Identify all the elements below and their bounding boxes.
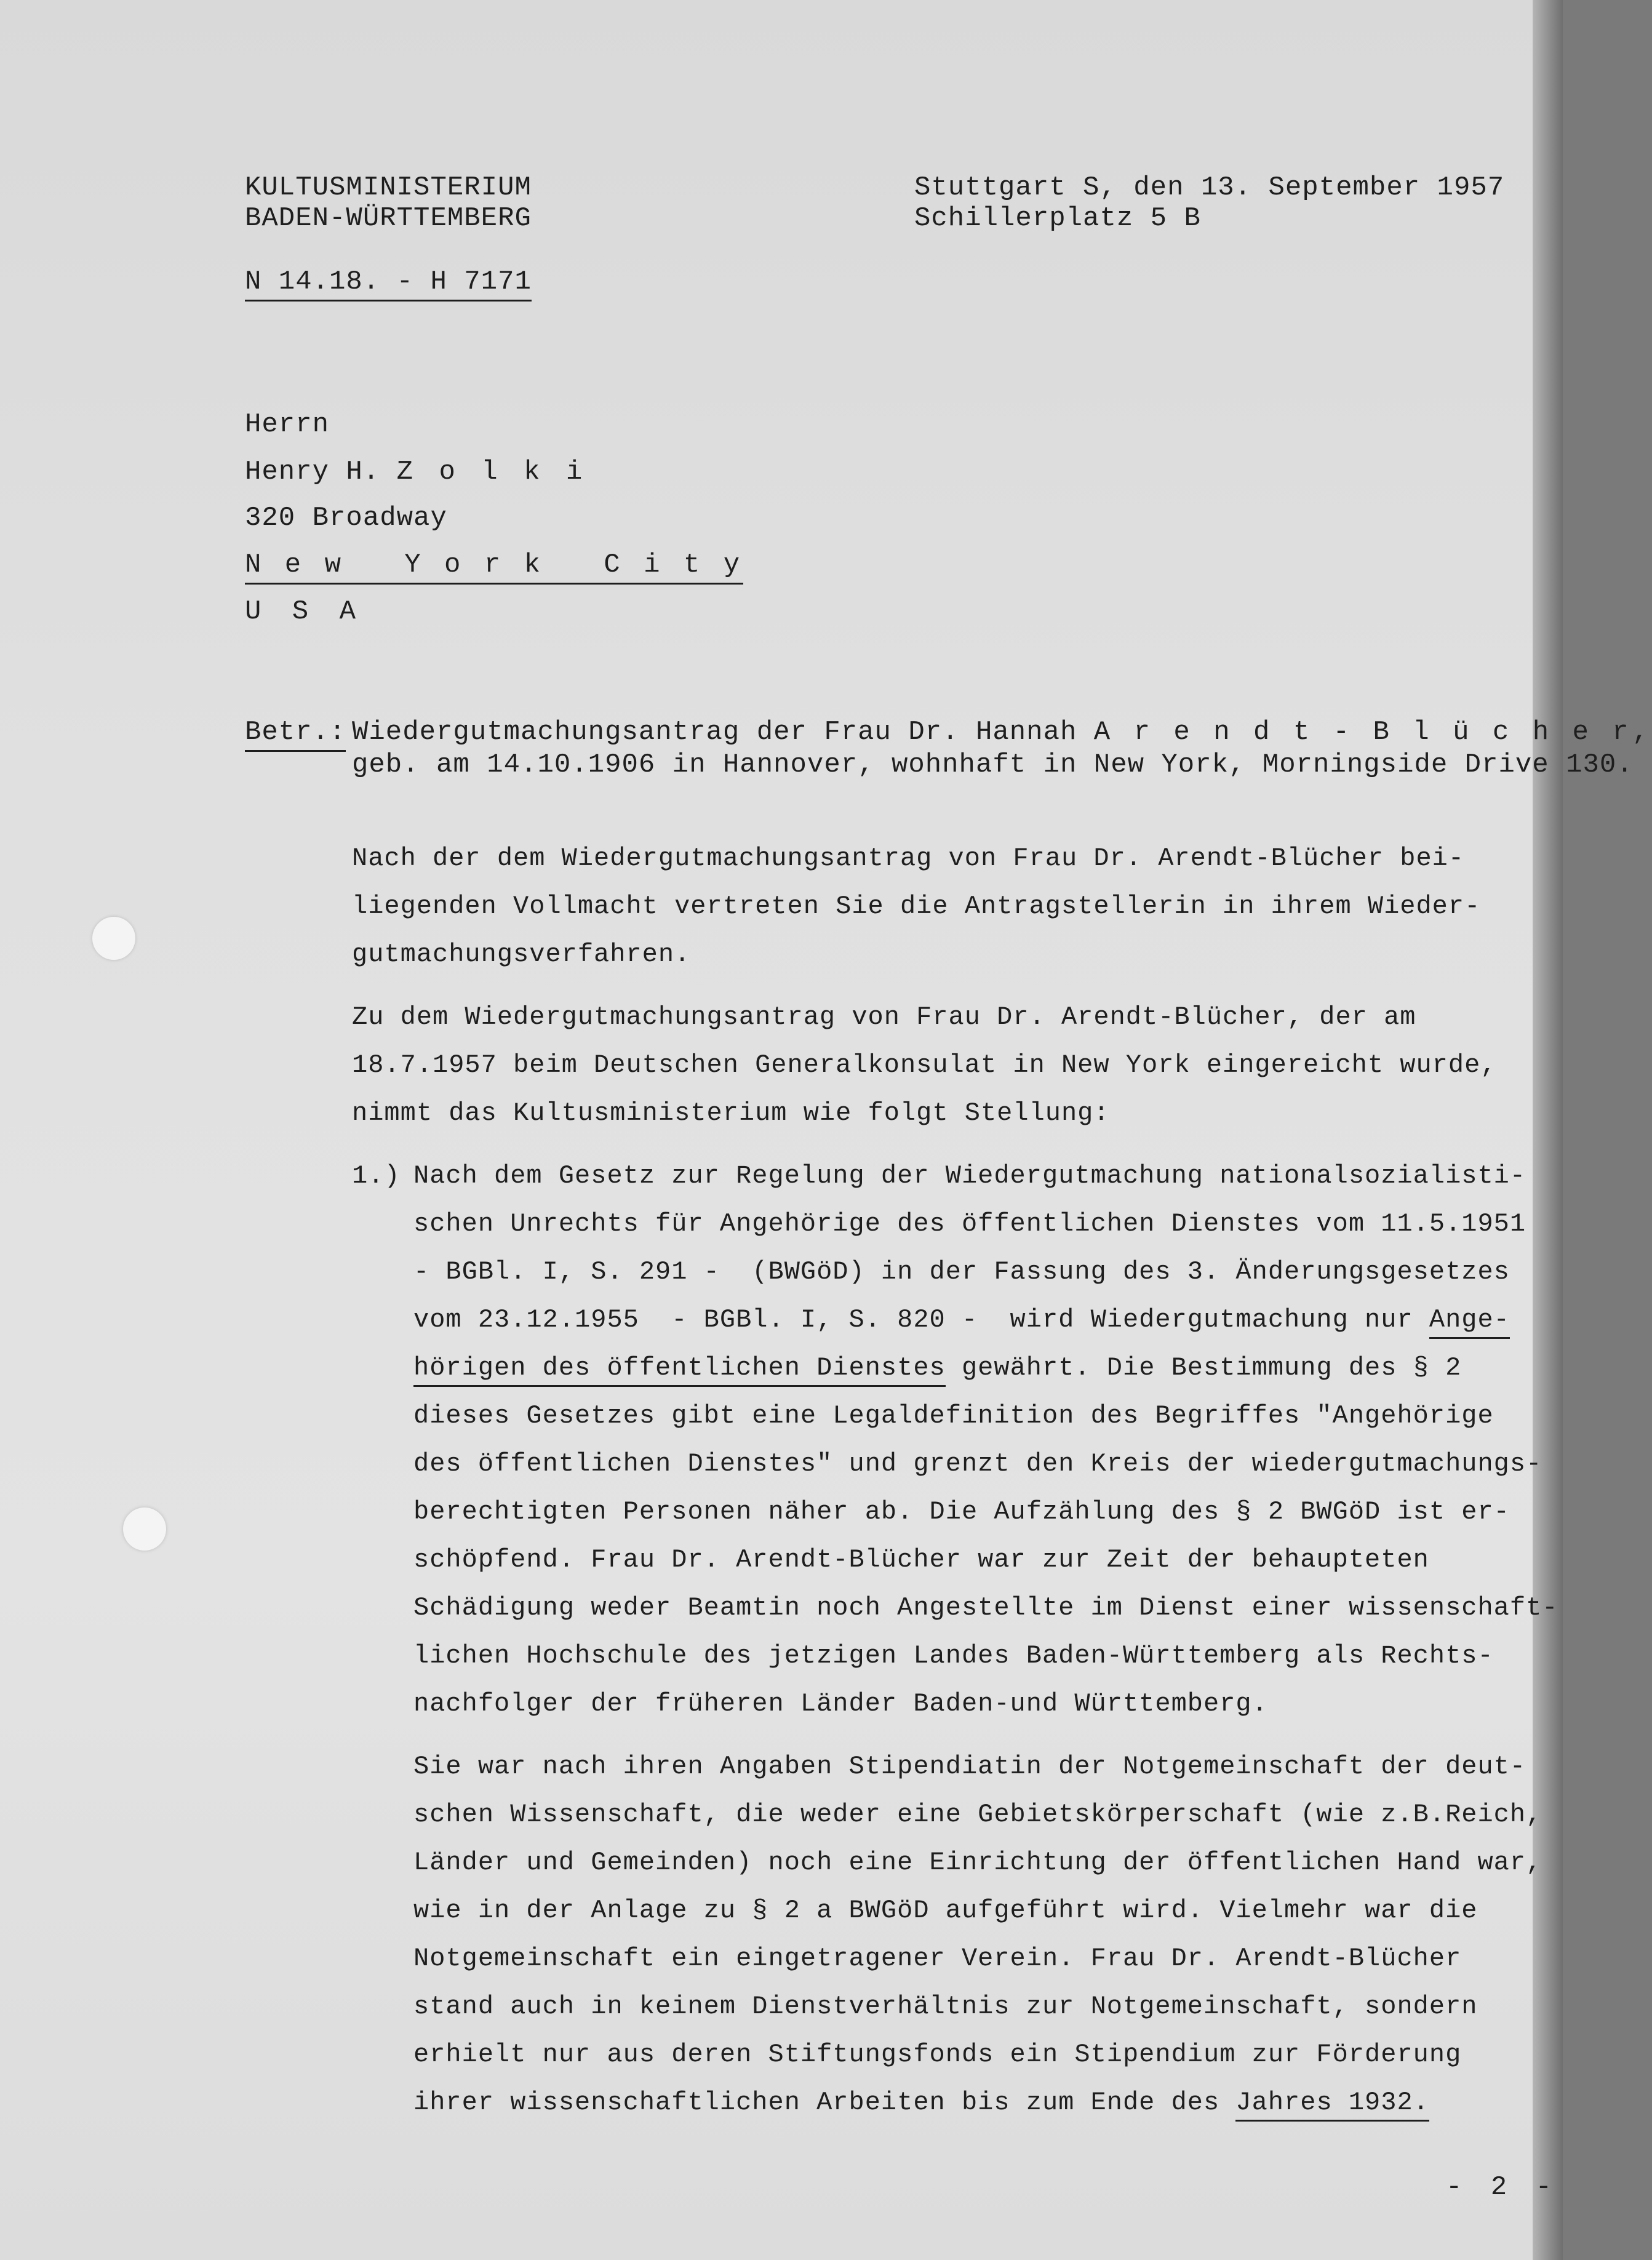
item-1-line-8: berechtigten Personen näher ab. Die Aufzählung des § 2 BWGöD ist er- — [413, 1497, 1510, 1527]
item-1-line-9: schöpfend. Frau Dr. Arendt-Blücher war zur Zeit der behaupteten — [413, 1545, 1429, 1575]
sender-line-1: KULTUSMINISTERIUM — [245, 172, 532, 203]
subject-line-1 — [352, 714, 1652, 751]
punch-hole-bottom — [123, 1507, 166, 1551]
punch-hole-top — [92, 917, 135, 960]
paragraph-2-line-3: nimmt das Kultusministerium wie folgt Stellung: — [352, 1098, 1110, 1128]
recipient-city-text: N e w Y o r k C i t y — [245, 549, 743, 585]
subject-label-text: Betr.: — [245, 717, 346, 752]
item-1-line-4 — [413, 1296, 1510, 1344]
item-1-line-6: dieses Gesetzes gibt eine Legaldefinition des Begriffes "Angehörige — [413, 1401, 1494, 1431]
item-1b-line-6: stand auch in keinem Dienstverhältnis zur Notgemeinschaft, sondern — [413, 1992, 1478, 2021]
place-date: Stuttgart S, den 13. September 1957 — [914, 172, 1505, 203]
item-1b-line-8 — [413, 2078, 1429, 2126]
item-1-line-3: - BGBl. I, S. 291 - (BWGöD) in der Fassung des 3. Änderungsgesetzes — [413, 1257, 1510, 1287]
item-1-line-10: Schädigung weder Beamtin noch Angestellte im Dienst einer wissenschaft- — [413, 1593, 1558, 1623]
recipient-last-name: Z o l k i — [396, 457, 588, 487]
subject-line-2: geb. am 14.10.1906 in Hannover, wohnhaft in New York, Morningside Drive 130. — [352, 749, 1634, 780]
subject-line-1-prefix: Wiedergutmachungsantrag der Frau Dr. Hannah — [352, 717, 1077, 748]
subject-label — [245, 714, 346, 751]
item-1b-line-8-plain: ihrer wissenschaftlichen Arbeiten bis zum Ende des — [413, 2088, 1236, 2117]
item-1b-line-3: Länder und Gemeinden) noch eine Einrichtung der öffentlichen Hand war, — [413, 1848, 1542, 1877]
recipient-street: 320 Broadway — [245, 503, 447, 533]
item-1-number: 1.) — [352, 1161, 401, 1191]
paragraph-2-line-2: 18.7.1957 beim Deutschen Generalkonsulat in New York eingereicht wurde, — [352, 1050, 1497, 1080]
item-1-line-1: Nach dem Gesetz zur Regelung der Wiedergutmachung nationalsozialisti- — [413, 1161, 1526, 1191]
item-1-line-5 — [413, 1344, 1461, 1392]
paragraph-1-line-1: Nach der dem Wiedergutmachungsantrag von Frau Dr. Arendt-Blücher bei- — [352, 844, 1465, 873]
recipient-name — [245, 453, 587, 490]
item-1b-line-1: Sie war nach ihren Angaben Stipendiatin der Notgemeinschaft der deut- — [413, 1752, 1526, 1781]
item-1-line-5-underlined: hörigen des öffentlichen Dienstes — [413, 1353, 946, 1387]
item-1-line-2: schen Unrechts für Angehörige des öffentlichen Dienstes vom 11.5.1951 — [413, 1209, 1526, 1239]
item-1b-line-4: wie in der Anlage zu § 2 a BWGöD aufgeführt wird. Vielmehr war die — [413, 1896, 1478, 1925]
item-1b-line-5: Notgemeinschaft ein eingetragener Verein. Frau Dr. Arendt-Blücher — [413, 1944, 1462, 1973]
reference-text: N 14.18. - H 7171 — [245, 266, 532, 301]
item-1-line-4-underlined: Ange- — [1429, 1305, 1510, 1339]
recipient-salutation: Herrn — [245, 409, 330, 440]
sender-address: Schillerplatz 5 B — [914, 203, 1201, 234]
item-1b-line-7: erhielt nur aus deren Stiftungsfonds ein Stipendium zur Förderung — [413, 2040, 1462, 2069]
subject-line-1-name: A r e n d t - B l ü c h e r, — [1093, 717, 1652, 748]
item-1b-line-8-underlined: Jahres 1932. — [1235, 2088, 1429, 2122]
item-1-line-12: nachfolger der früheren Länder Baden-und Württemberg. — [413, 1689, 1268, 1719]
recipient-first-name: Henry H. — [245, 457, 380, 487]
recipient-city — [245, 546, 743, 583]
paragraph-2-line-1: Zu dem Wiedergutmachungsantrag von Frau Dr. Arendt-Blücher, der am — [352, 1002, 1416, 1032]
item-1-line-4-plain: vom 23.12.1955 - BGBl. I, S. 820 - wird Wiedergutmachung nur — [413, 1305, 1429, 1335]
sender-line-2: BADEN-WÜRTTEMBERG — [245, 203, 532, 234]
item-1b-line-2: schen Wissenschaft, die weder eine Gebietskörperschaft (wie z.B.Reich, — [413, 1800, 1542, 1829]
recipient-country: U S A — [245, 596, 364, 627]
page-edge-shadow — [1533, 0, 1563, 2260]
reference-number — [245, 263, 532, 300]
page-number: - 2 - — [1446, 2172, 1558, 2203]
paragraph-1-line-2: liegenden Vollmacht vertreten Sie die Antragstellerin in ihrem Wieder- — [352, 892, 1481, 921]
item-1-line-7: des öffentlichen Dienstes" und grenzt den Kreis der wiedergutmachungs- — [413, 1449, 1542, 1479]
paragraph-1-line-3: gutmachungsverfahren. — [352, 940, 691, 969]
item-1-line-11: lichen Hochschule des jetzigen Landes Baden-Württemberg als Rechts- — [413, 1641, 1494, 1671]
item-1-line-5-plain: gewährt. Die Bestimmung des § 2 — [945, 1353, 1462, 1383]
